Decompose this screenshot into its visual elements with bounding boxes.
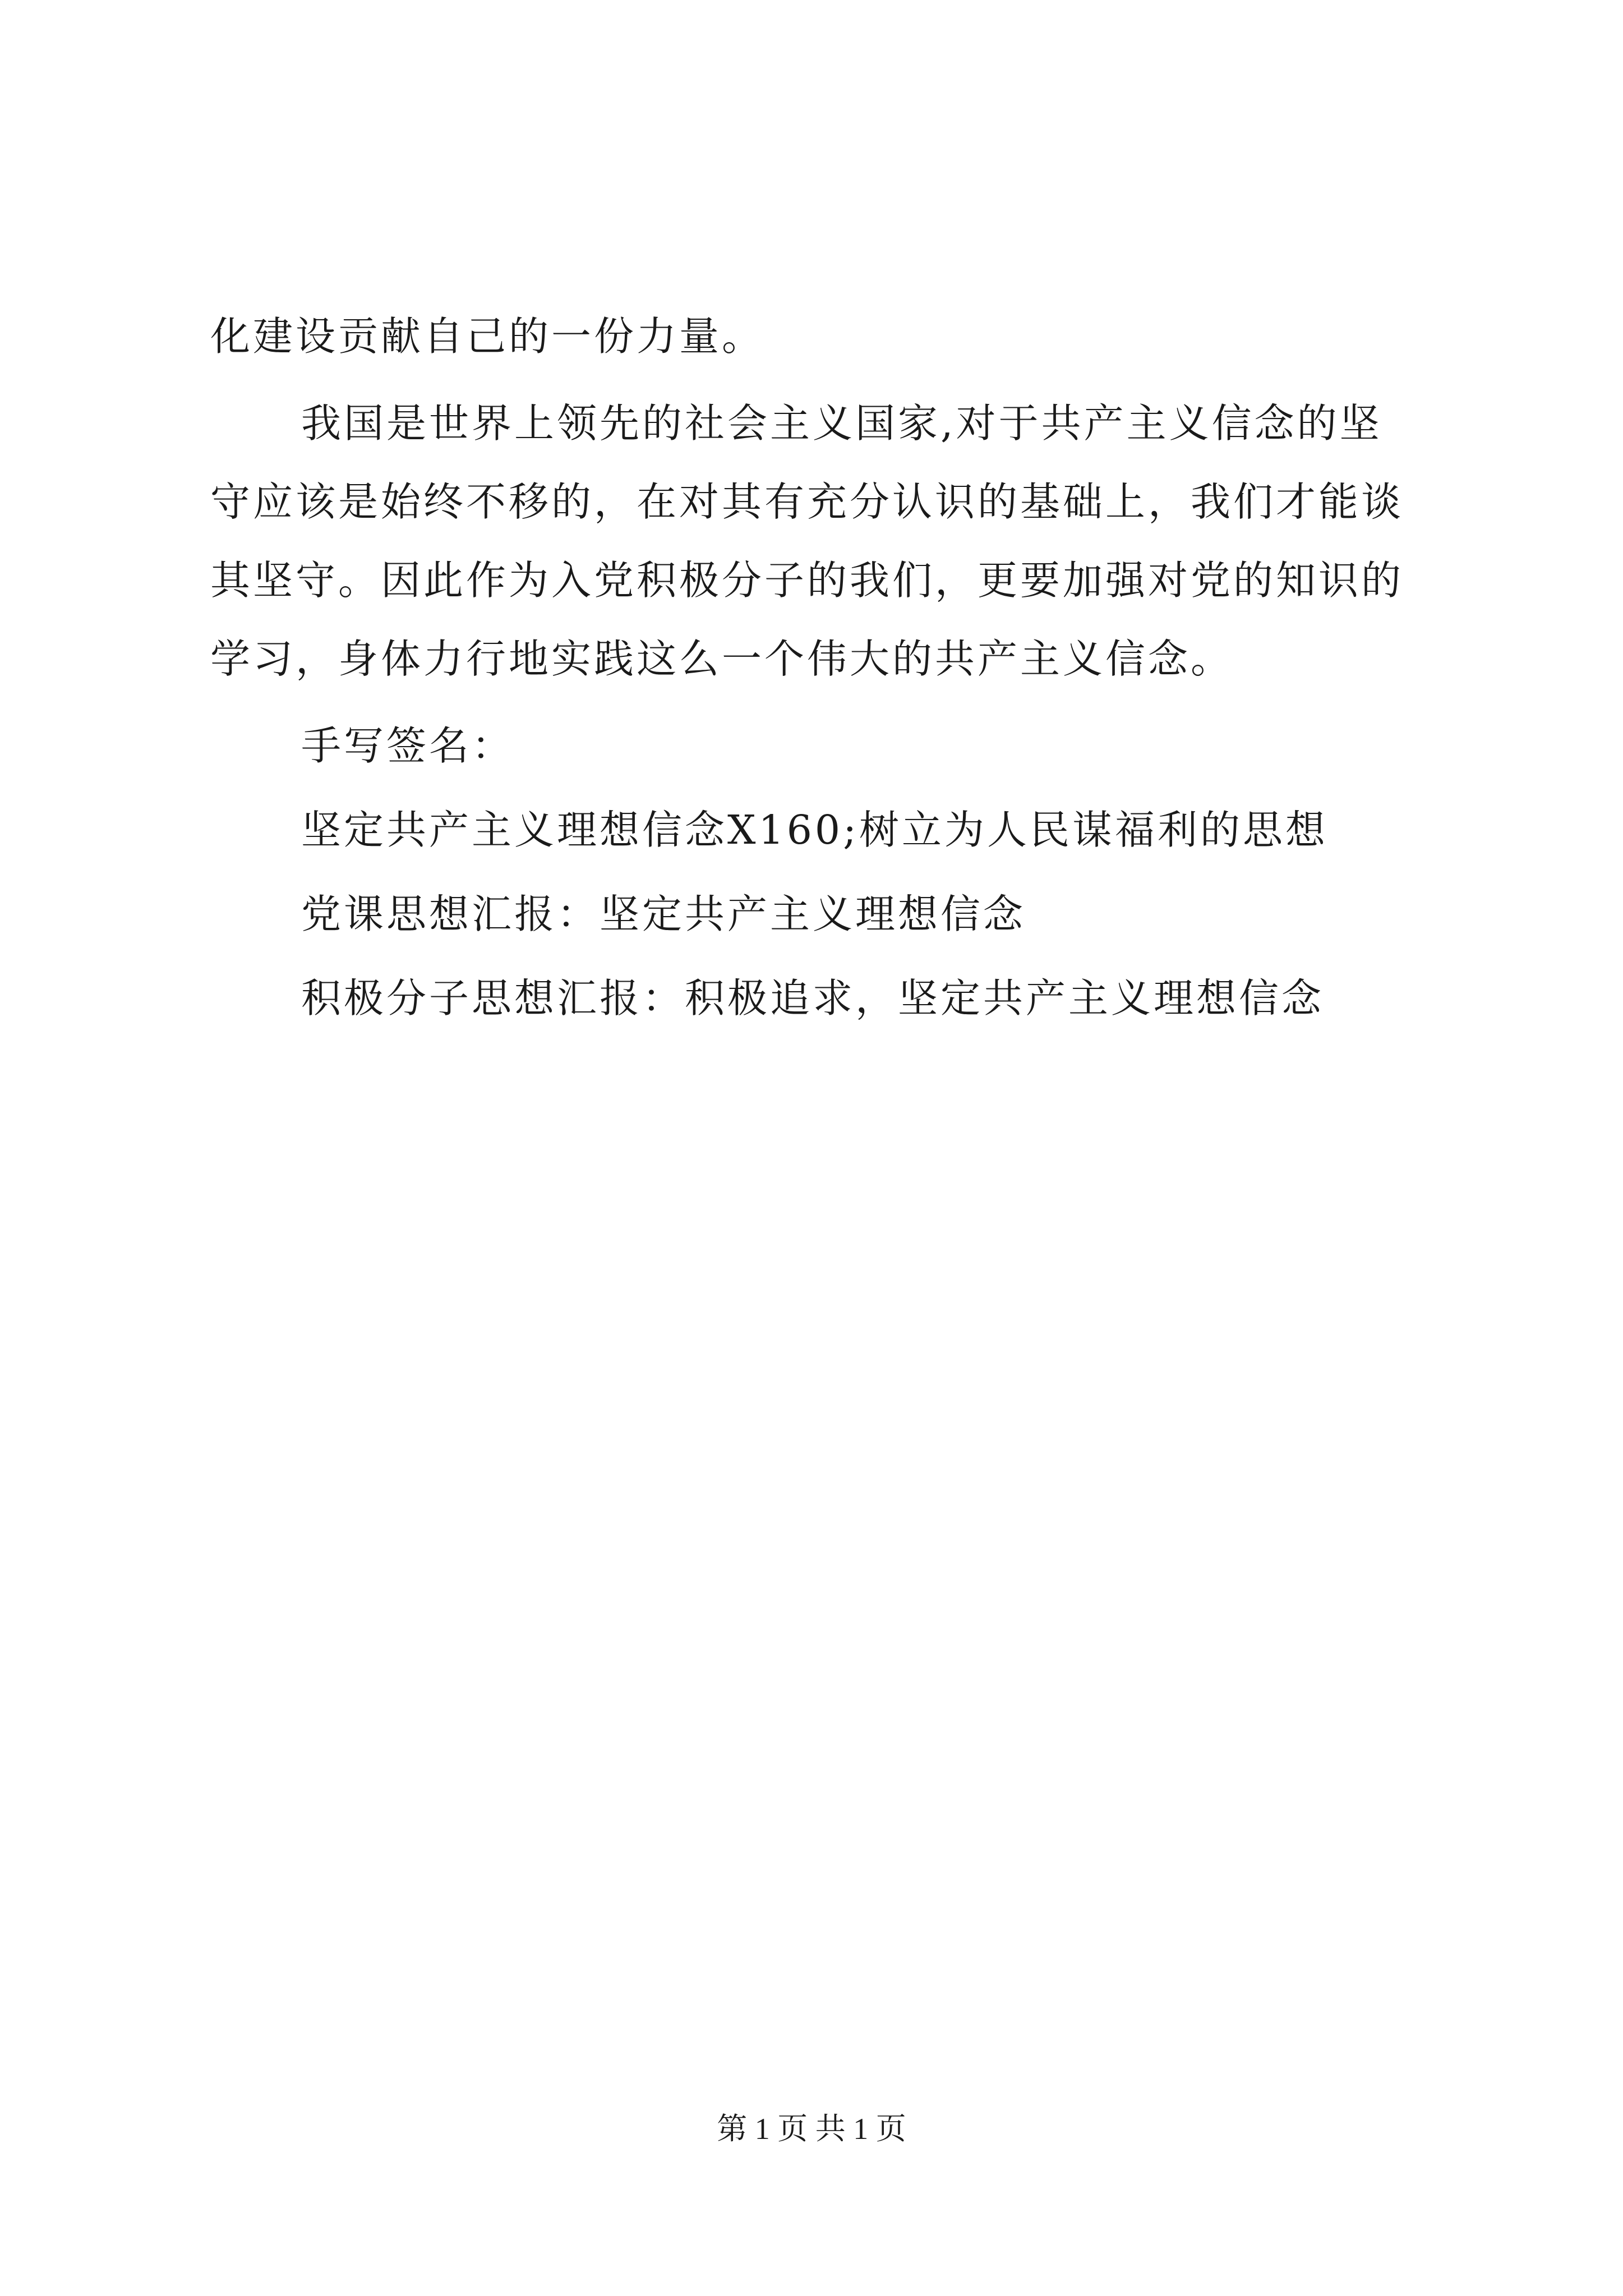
page-number-footer: 第 1 页 共 1 页 <box>717 2112 906 2146</box>
paragraph-line: 守应该是始终不移的，在对其有充分认识的基础上，我们才能谈 <box>210 478 1404 525</box>
paragraph-line: 学习，身体力行地实践这么一个伟大的共产主义信念。 <box>210 636 1234 682</box>
paragraph-continuation-line: 化建设贡献自己的一份力量。 <box>210 313 765 360</box>
related-title: 积极分子思想汇报：积极追求，坚定共产主义理想信念 <box>301 975 1325 1022</box>
paragraph-line: 其坚守。因此作为入党积极分子的我们，更要加强对党的知识的 <box>210 557 1404 604</box>
paragraph-line: 我国是世界上领先的社会主义国家,对于共产主义信念的坚 <box>301 400 1382 447</box>
related-title: 党课思想汇报：坚定共产主义理想信念 <box>301 891 1026 937</box>
related-title: 坚定共产主义理想信念X160;树立为人民谋福利的思想 <box>301 807 1328 853</box>
signature-label: 手写签名： <box>301 723 515 769</box>
